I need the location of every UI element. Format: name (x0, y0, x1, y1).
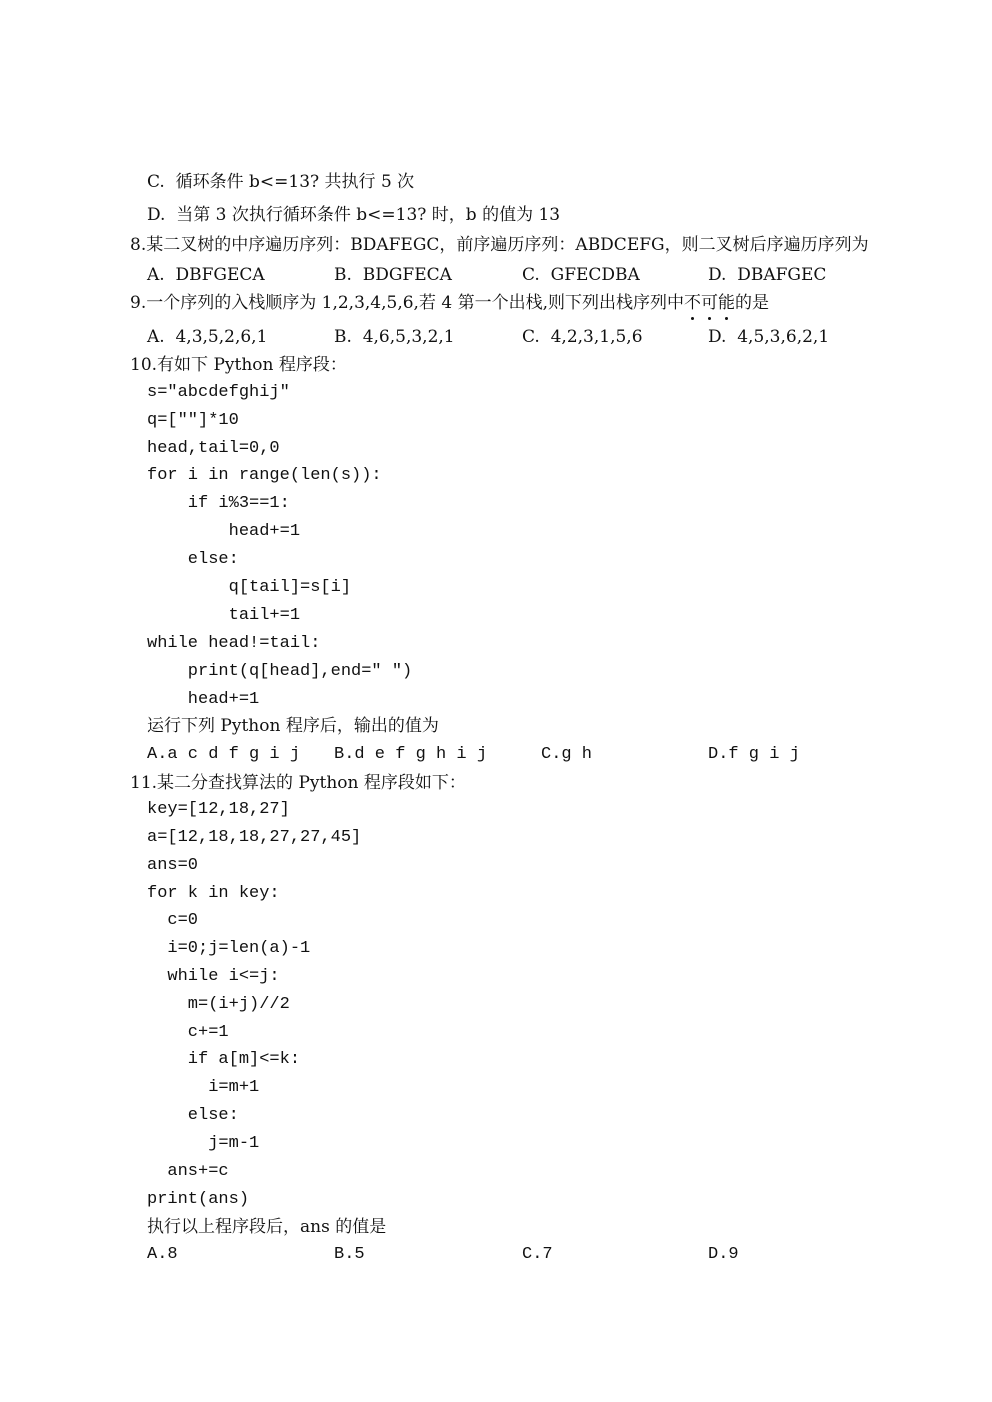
q7-option-d: D. 当第 3 次执行循环条件 b<=13? 时，b 的值为 13 (147, 205, 561, 225)
q7-option-c: C. 循环条件 b<=13? 共执行 5 次 (147, 172, 415, 192)
q11-code-line: else: (147, 1106, 239, 1125)
q10-code-line: head+=1 (147, 690, 260, 709)
q11-option-d: D.9 (708, 1245, 739, 1264)
q10-stem: 10.有如下 Python 程序段： (130, 355, 347, 375)
q9-option-d: D. 4,5,3,6,2,1 (708, 327, 830, 347)
q10-code-line: head,tail=0,0 (147, 439, 280, 458)
q11-option-b: B.5 (334, 1245, 365, 1264)
q10-code-line: head+=1 (147, 522, 301, 541)
q9-option-a: A. 4,3,5,2,6,1 (147, 327, 268, 347)
q11-code-line: j=m-1 (147, 1134, 260, 1153)
q9-emphasis-char: 可 (700, 293, 718, 313)
q10-option-c: C.g h (541, 745, 593, 764)
q10-code-line: for i in range(len(s)): (147, 466, 382, 485)
q11-code-line: i=0;j=len(a)-1 (147, 939, 311, 958)
q9-stem (130, 292, 769, 314)
q11-code-line: a=[12,18,18,27,27,45] (147, 828, 362, 847)
q9-stem-end: 的是 (734, 293, 769, 313)
q10-code-line: q=[""]*10 (147, 411, 239, 430)
q10-code-line: q[tail]=s[i] (147, 578, 352, 597)
q10-code-line: else: (147, 550, 239, 569)
q10-option-a: A.a c d f g i j (147, 745, 301, 764)
q8-option-d: D. DBAFGEC (708, 265, 827, 285)
q9-emphasis-char: 能 (717, 293, 735, 313)
q10-code-line: if i%3==1: (147, 494, 290, 513)
q11-code-line: key=[12,18,27] (147, 800, 290, 819)
q8-option-c: C. GFECDBA (522, 265, 640, 285)
q10-option-b: B.d e f g h i j (334, 745, 488, 764)
q11-code-line: i=m+1 (147, 1078, 260, 1097)
q11-option-c: C.7 (522, 1245, 553, 1264)
q11-code-line: ans+=c (147, 1162, 229, 1181)
q11-code-line: c=0 (147, 911, 199, 930)
q11-code-line: m=(i+j)//2 (147, 995, 290, 1014)
q9-option-b: B. 4,6,5,3,2,1 (334, 327, 455, 347)
q10-code-line: s="abcdefghij" (147, 383, 290, 402)
q10-option-d: D.f g i j (708, 745, 800, 764)
q9-option-c: C. 4,2,3,1,5,6 (522, 327, 643, 347)
q11-code-line: if a[m]<=k: (147, 1050, 301, 1069)
q11-code-line: c+=1 (147, 1023, 229, 1042)
q11-option-a: A.8 (147, 1245, 178, 1264)
q11-code-line: print(ans) (147, 1190, 250, 1209)
q10-question: 运行下列 Python 程序后，输出的值为 (147, 716, 439, 736)
q11-question: 执行以上程序段后，ans 的值是 (147, 1217, 387, 1237)
q11-code-line: for k in key: (147, 884, 280, 903)
q11-code-line: ans=0 (147, 856, 199, 875)
q11-stem: 11.某二分查找算法的 Python 程序段如下： (130, 773, 466, 793)
q10-code-line: print(q[head],end=" ") (147, 662, 413, 681)
q10-code-line: while head!=tail: (147, 634, 321, 653)
q11-code-line: while i<=j: (147, 967, 280, 986)
q8-option-a: A. DBFGECA (147, 265, 265, 285)
q9-emphasis-char: 不 (683, 293, 701, 313)
q8-option-b: B. BDGFECA (334, 265, 452, 285)
q9-stem-start: 9.一个序列的入栈顺序为 1,2,3,4,5,6,若 4 第一个出栈,则下列出栈序列中 (130, 293, 684, 313)
q10-code-line: tail+=1 (147, 606, 301, 625)
q8-stem: 8.某二叉树的中序遍历序列：BDAFEGC，前序遍历序列：ABDCEFG，则二叉树后序遍历序列为 (130, 235, 869, 255)
